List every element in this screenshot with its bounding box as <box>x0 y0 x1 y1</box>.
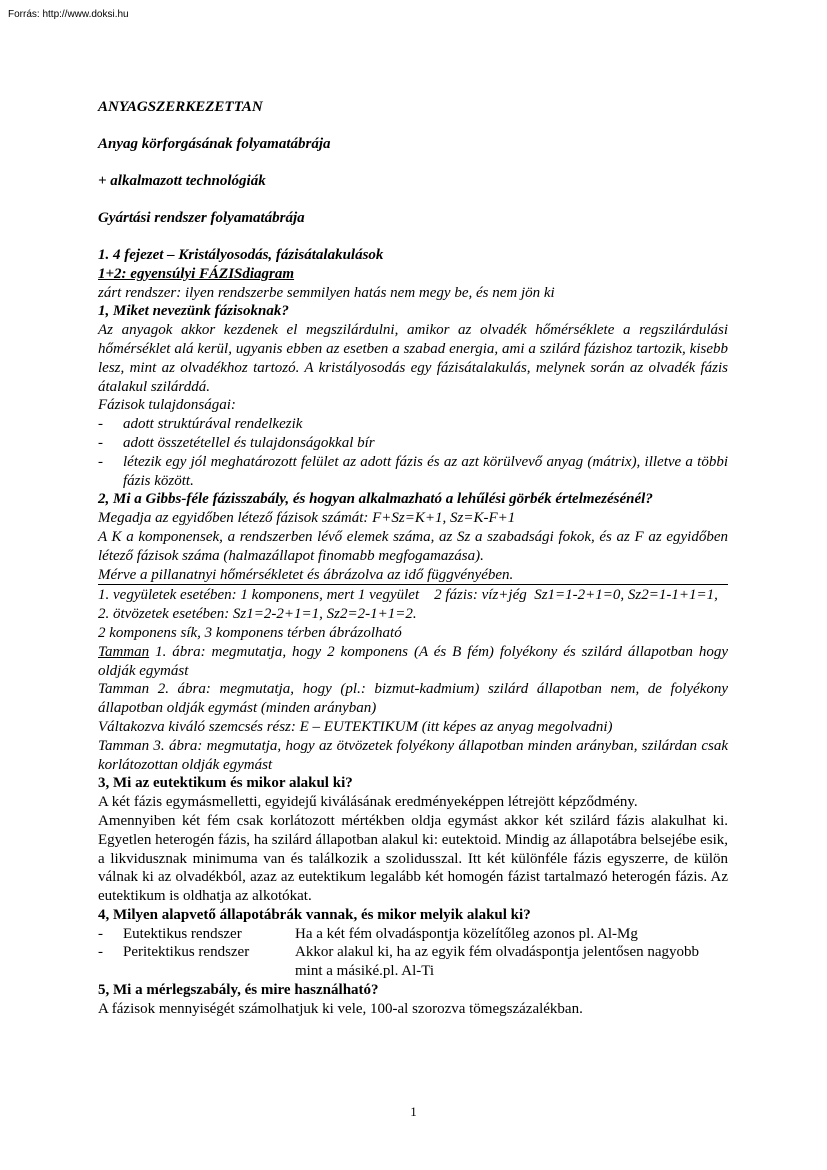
closed-system-definition: zárt rendszer: ilyen rendszerbe semmilyen hatás nem megy be, és nem jön ki <box>98 284 555 301</box>
tamman-figure-1: Tamman 1. ábra: megmutatja, hogy 2 komponens (A és B fém) folyékony és szilárd állapotban hogy oldják egymást <box>98 643 728 679</box>
system-desc-2: Akkor alakul ki, ha az egyik fém olvadáspontja jelentősen nagyobb mint a másiké.pl. Al-Ti <box>295 944 700 980</box>
heading-material-cycle: Anyag körforgásának folyamatábrája <box>98 136 331 152</box>
answer-3-body: Amennyiben két fém csak korlátozott mértékben oldja egymást akkor két szilárd fázis alakulhat ki. Egyetlen heterogén fázis, ha szilárd állapotban alakul ki: eutektoid. Mindig az állapotábra belsejébe esik, a likvidusznak minimuma van és találkozik a szolidusszal. Itt két különféle fázis egyszerre, de külön válnak ki az olvadékból, azaz az eutektikum legalább két homogén fázist tartalmazó heterogén fázis. Az eutektikum is oldhatja az alkotókat. <box>98 812 728 905</box>
heading-technologies: + alkalmazott technológiák <box>98 173 266 189</box>
gibbs-rule: Megadja az egyidőben létező fázisok számát: F+Sz=K+1, Sz=K-F+1 <box>98 510 516 527</box>
list-item: - Eutektikus rendszer Ha a két fém olvadáspontja közelítőleg azonos pl. Al-Mg <box>98 925 728 944</box>
list-item: - adott struktúrával rendelkezik <box>98 415 728 434</box>
heading-production-system: Gyártási rendszer folyamatábrája <box>98 210 305 226</box>
tamman-name: Tamman <box>98 643 150 660</box>
page-number: 1 <box>410 1104 417 1119</box>
system-type-2: Peritektikus rendszer <box>123 944 250 961</box>
chapter-title: 1. 4 fejezet – Kristályosodás, fázisátalakulások <box>98 247 384 263</box>
list-item: - adott összetétellel és tulajdonságokkal bír <box>98 434 728 453</box>
answer-3-intro: A két fázis egymásmelletti, egyidejű kiválásának eredményeképpen létrejött képződmény. <box>98 794 638 811</box>
question-3: 3, Mi az eutektikum és mikor alakul ki? <box>98 775 353 792</box>
phase-property-1: adott struktúrával rendelkezik <box>123 416 303 433</box>
question-4: 4, Milyen alapvető állapotábrák vannak, és mikor melyik alakul ki? <box>98 906 531 923</box>
system-type-1: Eutektikus rendszer <box>123 925 242 942</box>
tamman-figure-2: Tamman 2. ábra: megmutatja, hogy (pl.: bizmut-kadmium) szilárd állapotban nem, de folyékony állapotban oldják egymást (minden arányban) <box>98 681 728 717</box>
topic-title: 1+2: egyensúlyi FÁZISdiagram <box>98 265 295 282</box>
measurement-note: Mérve a pillanatnyi hőmérsékletet és ábrázolva az idő függvényében. <box>98 566 728 586</box>
question-5: 5, Mi a mérlegszabály, és mire használható? <box>98 982 379 999</box>
alloys-case: 2. ötvözetek esetében: Sz1=2-2+1=1, Sz2=2-1+1=2. <box>98 606 417 623</box>
source-url: Forrás: http://www.doksi.hu <box>8 9 129 20</box>
system-desc-1: Ha a két fém olvadáspontja közelítőleg azonos pl. Al-Mg <box>295 925 638 942</box>
answer-1: Az anyagok akkor kezdenek el megszilárdulni, amikor az olvadék hőmérséklete a regszilárdulási hőmérséklet alá kerül, ugyanis ebben az esetben a szabad energia, ami a szilárd fázishoz tartozik, kisebb lesz, mint az olvadékhoz tartozó. A kristályosodás egy fázisátalakulás, melynek során az olvadék fázis átalakul szilárddá. <box>98 322 728 395</box>
document-page <box>98 98 728 1019</box>
question-2: 2, Mi a Gibbs-féle fázisszabály, és hogyan alkalmazható a lehűlési görbék értelmezésénél? <box>98 491 653 508</box>
heading-course: ANYAGSZERKEZETTAN <box>98 99 263 115</box>
list-item: - létezik egy jól meghatározott felület az adott fázis és az azt körülvevő anyag (mátrix), illetve a többi fázis között. <box>98 453 728 489</box>
phase-property-2: adott összetétellel és tulajdonságokkal bír <box>123 434 375 451</box>
components-representation: 2 komponens sík, 3 komponens térben ábrázolható <box>98 624 402 641</box>
eutectic-part: Váltakozva kiváló szemcsés rész: E – EUTEKTIKUM (itt képes az anyag megolvadni) <box>98 718 613 735</box>
gibbs-explanation: A K a komponensek, a rendszerben lévő elemek száma, az Sz a szabadsági fokok, és az F az egyidőben létező fázisok száma (halmazállapot finomabb megfogamazása). <box>98 528 728 564</box>
tamman-figure-3: Tamman 3. ábra: megmutatja, hogy az ötvözetek folyékony állapotban minden arányban, szilárdan csak korlátozottan oldják egymást <box>98 737 728 773</box>
phase-property-3: létezik egy jól meghatározott felület az adott fázis és az azt körülvevő anyag (mátrix), illetve a többi fázis között. <box>123 453 728 489</box>
compounds-case: 1. vegyületek esetében: 1 komponens, mert 1 vegyület 2 fázis: víz+jég Sz1=1-2+1=0, Sz2=1-1+1=1, <box>98 587 718 604</box>
question-1: 1, Miket nevezünk fázisoknak? <box>98 303 289 320</box>
phase-properties-title: Fázisok tulajdonságai: <box>98 397 236 414</box>
answer-5: A fázisok mennyiségét számolhatjuk ki vele, 100-al szorozva tömegszázalékban. <box>98 1000 583 1017</box>
list-item: - Peritektikus rendszer Akkor alakul ki, ha az egyik fém olvadáspontja jelentősen nagyobb mint a másiké.pl. Al-Ti <box>98 943 728 981</box>
